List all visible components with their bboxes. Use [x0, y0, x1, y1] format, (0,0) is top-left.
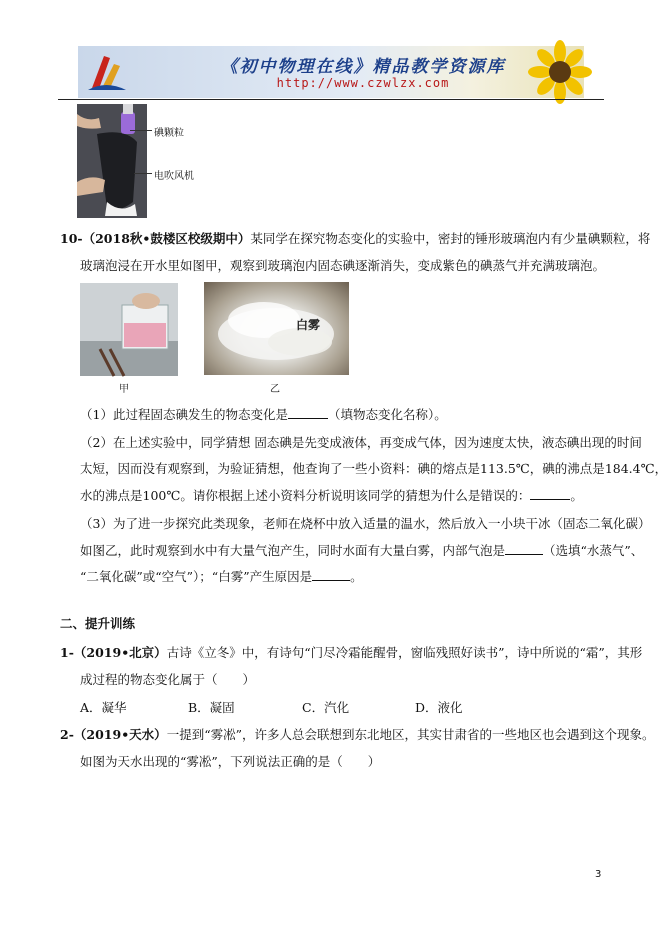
q10-part2-text2c: ， [654, 461, 667, 476]
section-heading: 二、提升训练 [60, 616, 136, 631]
site-logo-icon [84, 50, 128, 94]
q10-part2-text2b: ，碘的沸点是 [529, 461, 605, 476]
iodine-boiling-point: 184.4℃ [604, 461, 655, 476]
q10-part1 [80, 405, 447, 423]
q10-source: （2018秋•鼓楼区校级期中） [82, 231, 251, 246]
q1-option-a[interactable]: A．凝华 [80, 700, 127, 715]
caption-jia: 甲 [119, 384, 129, 395]
photo-yi [204, 282, 349, 375]
q10-part2-text3a: 水的沸点是 [80, 488, 143, 503]
callout-line-iodine [130, 130, 152, 131]
beaker-photo-illustration [80, 283, 178, 376]
q10-part3-line2 [80, 541, 643, 559]
q10-part3-text3a: “二氧化碳”或“空气”）；“白雾”产生原因是 [80, 569, 313, 584]
q10-part3-line1: （3）为了进一步探究此类现象，老师在烧杯中放入适量的温水，然后放入一小块干冰（固态二氧化碳） [80, 516, 651, 531]
q2-stem-text1: 一提到“雾凇”，许多人总会联想到东北地区，其实甘肃省的一些地区也会遇到这个现象。 [166, 727, 655, 742]
header-divider [58, 99, 604, 100]
header-banner [78, 46, 584, 98]
white-fog-illustration [204, 282, 349, 375]
q10-part2-text3b: 。请你根据上述小资料分析说明该同学的猜想为什么是错误的： [180, 488, 531, 503]
q10-part3-text2a: 如图乙，此时观察到水中有大量气泡产生，同时水面有大量白雾，内部气泡是 [80, 543, 506, 558]
hair-dryer-photo [77, 104, 147, 218]
answer-blank-4[interactable] [312, 568, 350, 581]
photo-jia [80, 283, 178, 376]
answer-blank-1[interactable] [288, 406, 328, 419]
q10-number: 10 [60, 231, 78, 246]
q2-number: 2 [60, 727, 69, 742]
iodine-melting-point: 113.5℃ [480, 461, 530, 476]
q10-stem-line1: 10-（2018秋•鼓楼区校级期中）某同学在探究物态变化的实验中，密封的锤形玻璃泡内有少量碘颗粒，将 [60, 231, 651, 246]
q1-option-b[interactable]: B．凝固 [188, 700, 235, 715]
answer-blank-2[interactable] [530, 487, 570, 500]
q10-part3-line3 [80, 567, 363, 585]
q10-part3-text2b: （选填“水蒸气”、 [543, 543, 644, 558]
water-boiling-point: 100℃ [142, 488, 181, 503]
q1-source: （2019•北京） [73, 645, 167, 660]
q1-option-c[interactable]: C．汽化 [302, 700, 350, 715]
q1-stem-line2: 成过程的物态变化属于（ ） [80, 672, 256, 687]
q1-stem-text1: 古诗《立冬》中，有诗句“门尽冷霜能醒骨，窗临残照好读书”，诗中所说的“霜”，其形 [166, 645, 643, 660]
hair-dryer-illustration [77, 104, 147, 218]
banner-url[interactable]: http://www.czwlzx.com [276, 76, 450, 90]
label-dryer: 电吹风机 [154, 171, 194, 182]
q10-part2-line2 [80, 459, 667, 477]
banner-title: 《初中物理在线》精品教学资源库 [220, 57, 506, 77]
q10-part2-line3 [80, 486, 583, 504]
callout-line-dryer [134, 173, 152, 174]
q10-part1-suffix: （填物态变化名称）。 [327, 407, 447, 422]
q10-stem-text1: 某同学在探究物态变化的实验中，密封的锤形玻璃泡内有少量碘颗粒，将 [250, 231, 651, 246]
q2-source: （2019•天水） [73, 727, 167, 742]
caption-yi: 乙 [270, 384, 280, 395]
q2-stem-line1: 2-（2019•天水）一提到“雾凇”，许多人总会联想到东北地区，其实甘肃省的一些地区也会遇到这个现象。 [60, 727, 655, 742]
q1-option-d[interactable]: D．液化 [415, 700, 463, 715]
q1-number: 1 [60, 645, 69, 660]
label-iodine: 碘颗粒 [154, 128, 184, 139]
answer-blank-3[interactable] [505, 542, 543, 555]
photo-yi-label: 白雾 [296, 318, 321, 332]
q2-stem-line2: 如图为天水出现的“雾凇”，下列说法正确的是（ ） [80, 754, 381, 769]
q10-part3-text3b: 。 [350, 569, 363, 584]
q10-part2-line1: （2）在上述实验中，同学猜想 固态碘是先变成液体，再变成气体，因为速度太快，液态碘出现的时间 [80, 435, 642, 450]
q10-part2-text2a: 太短，因而没有观察到，为验证猜想，他查询了一些小资料：碘的熔点是 [80, 461, 481, 476]
q10-stem-line2: 玻璃泡浸在开水里如图甲，观察到玻璃泡内固态碘逐渐消失，变成紫色的碘蒸气并充满玻璃泡。 [80, 258, 606, 273]
page-number: 3 [595, 869, 602, 880]
sunflower-icon [528, 40, 592, 104]
q10-part2-text3c: 。 [570, 488, 583, 503]
q10-part1-text: （1）此过程固态碘发生的物态变化是 [80, 407, 288, 422]
q1-stem-line1: 1-（2019•北京）古诗《立冬》中，有诗句“门尽冷霜能醒骨，窗临残照好读书”，诗中所说的“霜”，其形 [60, 645, 643, 660]
